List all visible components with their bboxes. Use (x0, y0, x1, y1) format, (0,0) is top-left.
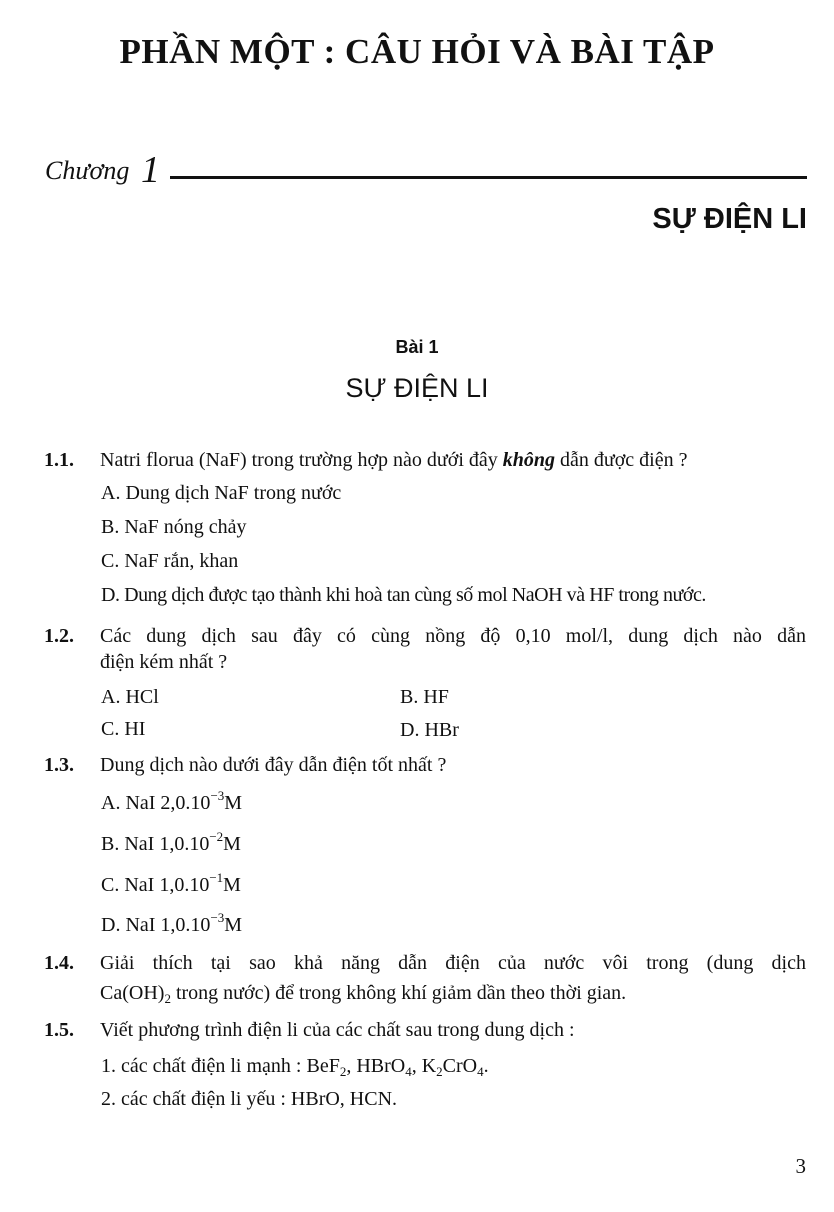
option-exponent: −3 (210, 910, 225, 925)
chapter-label: Chương (45, 156, 130, 185)
question-number: 1.2. (44, 625, 74, 647)
option-d (101, 910, 243, 937)
option-c (101, 870, 241, 897)
option-value: B. NaI 1,0.10 (101, 833, 210, 855)
option-value: A. NaI 2,0.10 (101, 792, 211, 814)
option-a (101, 788, 243, 815)
sub-item-text: . (483, 1055, 489, 1077)
chapter-number: 1 (141, 149, 160, 191)
question-text: Giải thích tại sao khả năng dẫn điện của nước vôi trong (dung dịch (100, 952, 806, 974)
option-a: A. Dung dịch NaF trong nước (101, 482, 342, 504)
question-text: Các dung dịch sau đây có cùng nồng độ 0,10 mol/l, dung dịch nào dẫn (100, 625, 806, 647)
option-b (101, 829, 241, 856)
question-number: 1.4. (44, 952, 74, 974)
option-d: D. Dung dịch được tạo thành khi hoà tan cùng số mol NaOH và HF trong nước. (101, 584, 706, 606)
question-text-continued: điện kém nhất ? (100, 651, 228, 673)
lesson-label: Bài 1 (395, 337, 439, 357)
option-value: C. NaI 1,0.10 (101, 874, 210, 896)
formula-subscript: 2 (436, 1064, 443, 1079)
option-unit: M (224, 914, 243, 936)
chapter-title: SỰ ĐIỆN LI (652, 203, 807, 235)
formula-subscript: 4 (477, 1064, 484, 1079)
option-c: C. HI (101, 718, 146, 740)
option-unit: M (223, 833, 241, 855)
question-text-part: trong nước) để trong không khí giảm dần theo thời gian. (170, 982, 627, 1004)
question-number: 1.5. (44, 1019, 74, 1041)
question-text-continued (100, 982, 626, 1005)
option-exponent: −3 (210, 788, 225, 803)
question-text: Dung dịch nào dưới đây dẫn điện tốt nhất ? (100, 754, 447, 776)
option-a: A. HCl (101, 686, 159, 708)
question-number: 1.1. (44, 449, 74, 471)
option-value: D. NaI 1,0.10 (101, 914, 211, 936)
option-unit: M (223, 874, 241, 896)
formula-subscript: 2 (339, 1064, 347, 1079)
formula-subscript: 2 (164, 991, 171, 1006)
question-text: Viết phương trình điện li của các chất sau trong dung dịch : (100, 1019, 575, 1041)
sub-item-1 (101, 1055, 489, 1078)
sub-item-text: , HBrO (346, 1055, 406, 1077)
option-b: B. HF (400, 686, 449, 708)
formula-subscript: 4 (405, 1064, 412, 1079)
sub-item-text: CrO (442, 1055, 478, 1077)
part-title: PHẦN MỘT : CÂU HỎI VÀ BÀI TẬP (119, 32, 715, 71)
question-number: 1.3. (44, 754, 74, 776)
page-number: 3 (795, 1154, 806, 1178)
option-unit: M (224, 792, 243, 814)
sub-item-2: 2. các chất điện li yếu : HBrO, HCN. (101, 1088, 398, 1110)
question-text-part: dẫn được điện ? (555, 449, 688, 471)
option-b: B. NaF nóng chảy (101, 516, 247, 538)
option-c: C. NaF rắn, khan (101, 550, 239, 572)
question-text-part: Natri florua (NaF) trong trường hợp nào dưới đây (100, 449, 503, 471)
question-text (100, 449, 688, 472)
sub-item-text: , K (411, 1055, 437, 1077)
option-exponent: −1 (209, 870, 224, 885)
sub-item-text: 1. các chất điện li mạnh : BeF (101, 1055, 340, 1077)
lesson-title: SỰ ĐIỆN LI (345, 373, 489, 403)
chapter-rule (170, 176, 807, 179)
option-exponent: −2 (209, 829, 224, 844)
option-d: D. HBr (400, 719, 459, 741)
formula-part: Ca(OH) (100, 982, 165, 1004)
question-emphasis: không (502, 449, 556, 471)
